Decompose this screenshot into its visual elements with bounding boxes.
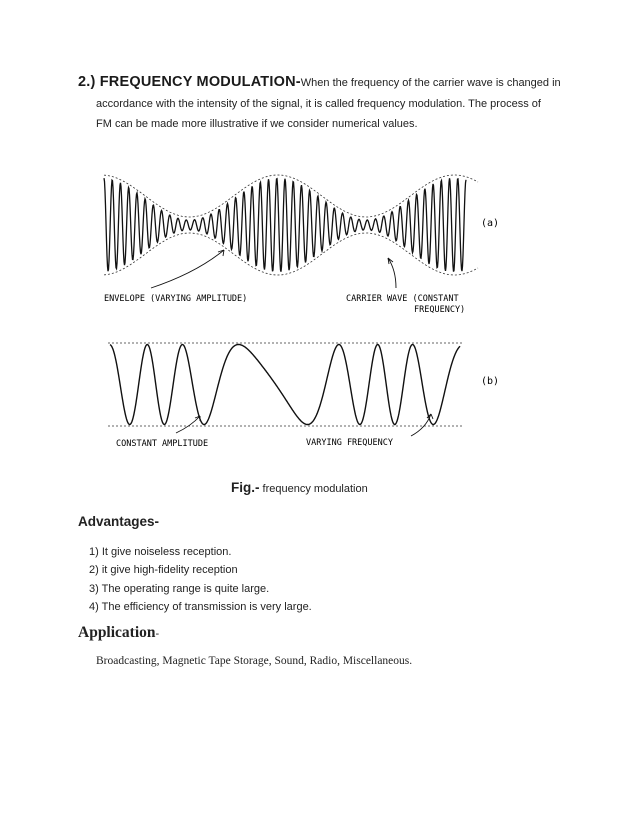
application-title: Application — [78, 624, 156, 641]
application-heading — [78, 624, 159, 642]
application-dash: - — [155, 628, 160, 640]
fm-figure — [96, 158, 520, 454]
list-item: 1) It give noiseless reception. — [89, 546, 232, 558]
section-intro: When the frequency of the carrier wave is changed in — [300, 77, 561, 89]
constant-amp-arrow — [176, 416, 200, 433]
list-item: 2) it give high-fidelity reception — [89, 564, 238, 577]
list-item: 4) The efficiency of transmission is very large. — [89, 600, 312, 613]
label-b: (b) — [481, 376, 500, 387]
application-text: Broadcasting, Magnetic Tape Storage, Sound, Radio, Miscellaneous. — [96, 655, 413, 667]
envelope-arrow — [151, 250, 224, 288]
advantages-list — [89, 543, 312, 616]
caption-text: frequency modulation — [259, 483, 368, 495]
fm-wave — [110, 345, 460, 425]
paragraph-line-3: FM can be made more illustrative if we consider numerical values. — [96, 118, 418, 130]
am-carrier-wave — [104, 178, 466, 272]
advantages-title: Advantages- — [78, 514, 160, 529]
caption-prefix: Fig.- — [231, 480, 260, 495]
varying-freq-label: VARYING FREQUENCY — [306, 438, 393, 448]
envelope-label: ENVELOPE (VARYING AMPLITUDE) — [104, 294, 248, 304]
section-title: 2.) FREQUENCY MODULATION- — [78, 74, 301, 90]
label-a: (a) — [481, 218, 500, 229]
constant-amp-label: CONSTANT AMPLITUDE — [116, 439, 209, 449]
carrier-label-1: CARRIER WAVE (CONSTANT — [346, 294, 459, 304]
list-item: 3) The operating range is quite large. — [89, 582, 270, 595]
fm-waveform-diagram — [96, 158, 520, 454]
section-heading-line — [78, 74, 568, 90]
carrier-label-2: FREQUENCY) — [414, 305, 466, 315]
figure-caption — [231, 480, 368, 495]
paragraph-line-2: accordance with the intensity of the signal, it is called frequency modulation. The process of — [96, 98, 541, 110]
